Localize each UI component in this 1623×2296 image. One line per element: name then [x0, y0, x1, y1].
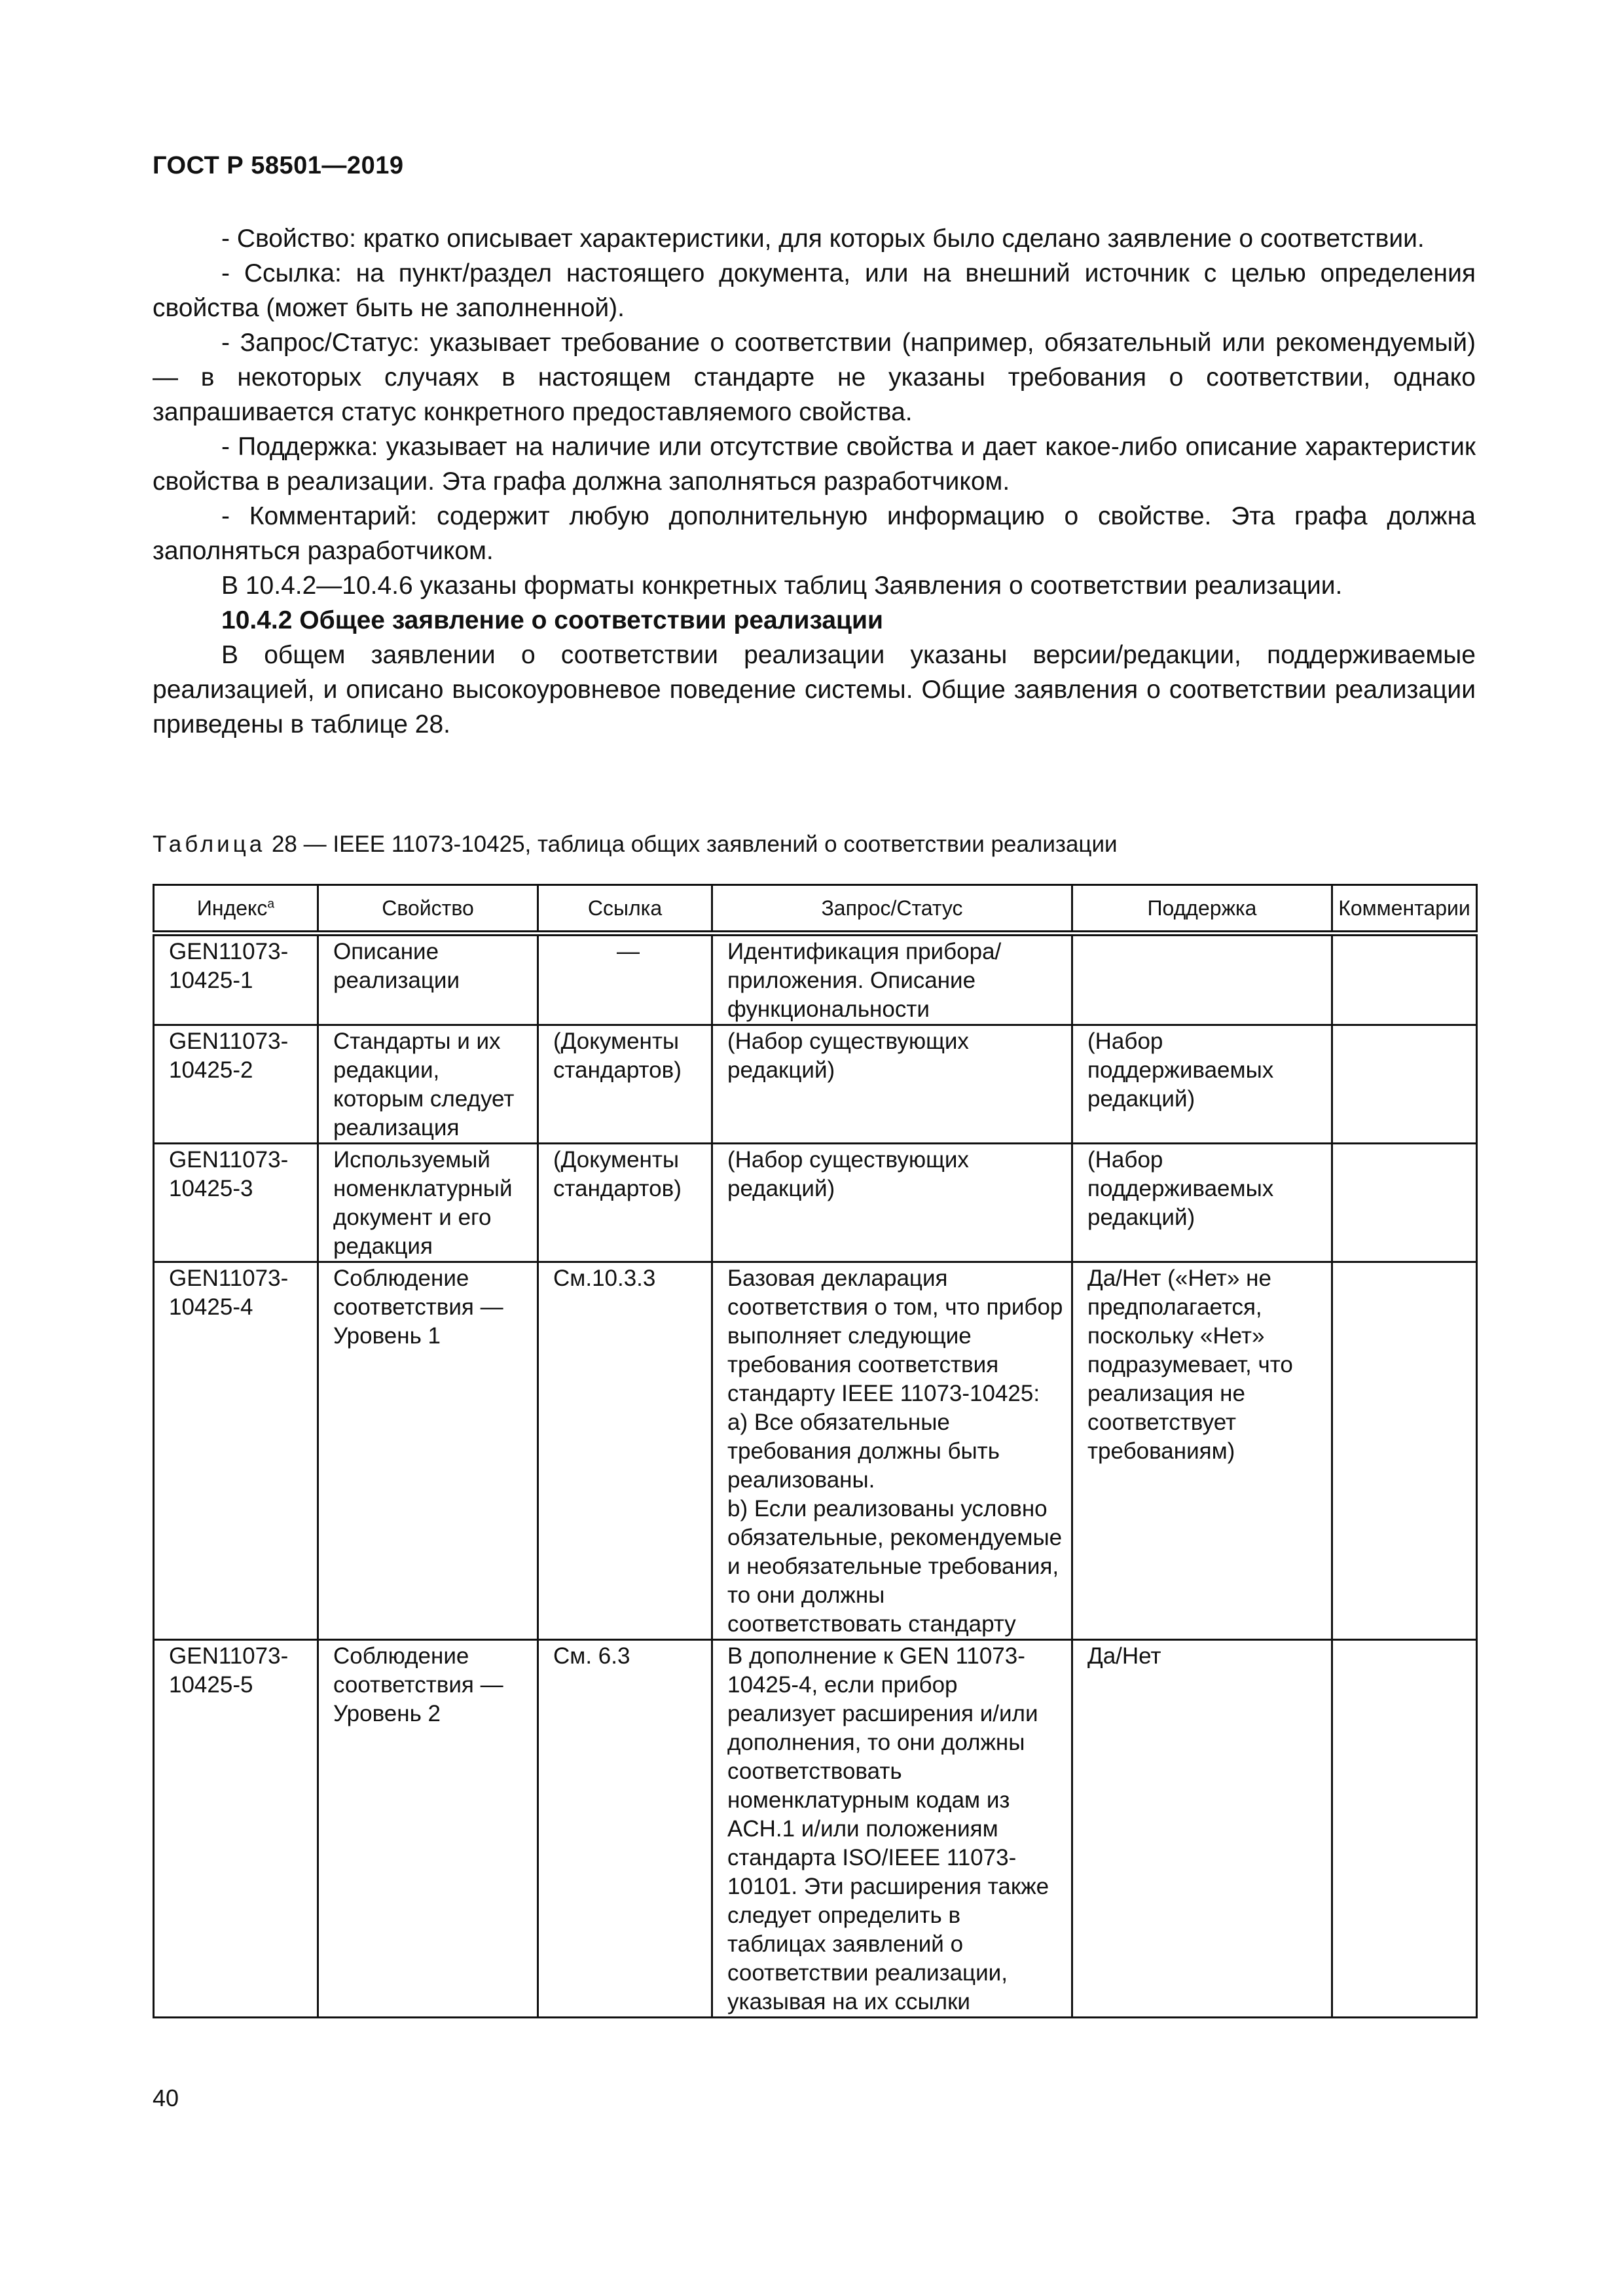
- document-header: ГОСТ Р 58501—2019: [153, 152, 404, 179]
- cell-property: Соблюдение соответствия — Уровень 1: [318, 1262, 538, 1640]
- table-row: [154, 1144, 1477, 1262]
- conformance-table: [153, 884, 1478, 2018]
- cell-reference: —: [538, 934, 712, 1025]
- cell-reference: См. 6.3: [538, 1640, 712, 2018]
- table-row: [154, 1640, 1477, 2018]
- section-title: 10.4.2 Общее заявление о соответствии реализации: [221, 606, 883, 634]
- table-caption: [153, 830, 1118, 859]
- cell-comments: [1332, 1025, 1477, 1144]
- table-row: [154, 1262, 1477, 1640]
- cell-status: (Набор существующих редакций): [712, 1144, 1072, 1262]
- cell-property: Используемый номенклатурный документ и его редакция: [318, 1144, 538, 1262]
- paragraph-property: - Свойство: кратко описывает характеристики, для которых было сделано заявление о соответствии.: [221, 225, 1425, 253]
- cell-index: GEN11073-10425-3: [154, 1144, 318, 1262]
- cell-status: (Набор существующих редакций): [712, 1025, 1072, 1144]
- header-property: Свойство: [318, 885, 538, 934]
- table-row: [154, 934, 1477, 1025]
- cell-support: Да/Нет («Нет» не предполагается, поскольку «Нет» подразумевает, что реализация не соответствует требованиям): [1072, 1262, 1332, 1640]
- table-row: [154, 1025, 1477, 1144]
- header-status: Запрос/Статус: [712, 885, 1072, 934]
- header-support: Поддержка: [1072, 885, 1332, 934]
- cell-property: Стандарты и их редакции, которым следует реализация: [318, 1025, 538, 1144]
- cell-index: GEN11073-10425-2: [154, 1025, 318, 1144]
- cell-comments: [1332, 1640, 1477, 2018]
- cell-comments: [1332, 1262, 1477, 1640]
- cell-reference: См.10.3.3: [538, 1262, 712, 1640]
- header-reference: Ссылка: [538, 885, 712, 934]
- paragraph-status: - Запрос/Статус: указывает требование о соответствии (например, обязательный или рекомендуемый) — в некоторых случаях в настоящем стандарте не указаны требования о соответствии, однако запрашивается статус конкретного предоставляемого свойства.: [153, 329, 1476, 426]
- body-text: [153, 221, 1476, 742]
- cell-property: Описание реализации: [318, 934, 538, 1025]
- cell-comments: [1332, 934, 1477, 1025]
- cell-support: Да/Нет: [1072, 1640, 1332, 2018]
- table-caption-text: 28 — IEEE 11073-10425, таблица общих заявлений о соответствии реализации: [271, 831, 1118, 857]
- cell-reference: (Документы стандартов): [538, 1025, 712, 1144]
- header-comments: Комментарии: [1332, 885, 1477, 934]
- paragraph-formats: В 10.4.2—10.4.6 указаны форматы конкретных таблиц Заявления о соответствии реализации.: [221, 572, 1343, 600]
- cell-support: [1072, 934, 1332, 1025]
- section-text: В общем заявлении о соответствии реализации указаны версии/редакции, поддерживаемые реализацией, и описано высокоуровневое поведение системы. Общие заявления о соответствии реализации приведены в таблице 28.: [153, 641, 1476, 738]
- header-index: Индекс$^a$: [154, 885, 318, 934]
- paragraph-comment: - Комментарий: содержит любую дополнительную информацию о свойстве. Эта графа должна заполняться разработчиком.: [153, 502, 1476, 565]
- header-index-footnote-mark: a: [267, 897, 275, 911]
- table-header-row: [154, 885, 1477, 934]
- cell-status: Идентификация прибора/приложения. Описание функциональности: [712, 934, 1072, 1025]
- cell-status: [712, 1262, 1072, 1640]
- page-number: 40: [153, 2085, 179, 2111]
- cell-status: В дополнение к GEN 11073-10425-4, если прибор реализует расширения и/или дополнения, то они должны соответствовать номенклатурным кодам из ACH.1 и/или положениям стандарта ISO/IEEE 11073-10101. Эти расширения также следует определить в таблицах заявлений о соответствии реализации, указывая на их ссылки: [712, 1640, 1072, 2018]
- cell-status-item-b: b) Если реализованы условно обязательные, рекомендуемые и необязательные требования, то они должны соответствовать стандарту: [727, 1496, 1063, 1637]
- cell-reference: (Документы стандартов): [538, 1144, 712, 1262]
- cell-support: (Набор поддерживаемых редакций): [1072, 1144, 1332, 1262]
- cell-support: (Набор поддерживаемых редакций): [1072, 1025, 1332, 1144]
- cell-index: GEN11073-10425-5: [154, 1640, 318, 2018]
- cell-index: GEN11073-10425-4: [154, 1262, 318, 1640]
- table-caption-label: Таблица: [153, 831, 266, 857]
- paragraph-reference: - Ссылка: на пункт/раздел настоящего документа, или на внешний источник с целью определения свойства (может быть не заполненной).: [153, 259, 1476, 322]
- cell-index: GEN11073-10425-1: [154, 934, 318, 1025]
- cell-status-intro: Базовая декларация соответствия о том, что прибор выполняет следующие требования соответствия стандарту IEEE 11073-10425:: [727, 1266, 1063, 1406]
- paragraph-support: - Поддержка: указывает на наличие или отсутствие свойства и дает какое-либо описание характеристик свойства в реализации. Эта графа должна заполняться разработчиком.: [153, 433, 1476, 496]
- cell-property: Соблюдение соответствия — Уровень 2: [318, 1640, 538, 2018]
- cell-status-item-a: a) Все обязательные требования должны быть реализованы.: [727, 1410, 1000, 1493]
- cell-comments: [1332, 1144, 1477, 1262]
